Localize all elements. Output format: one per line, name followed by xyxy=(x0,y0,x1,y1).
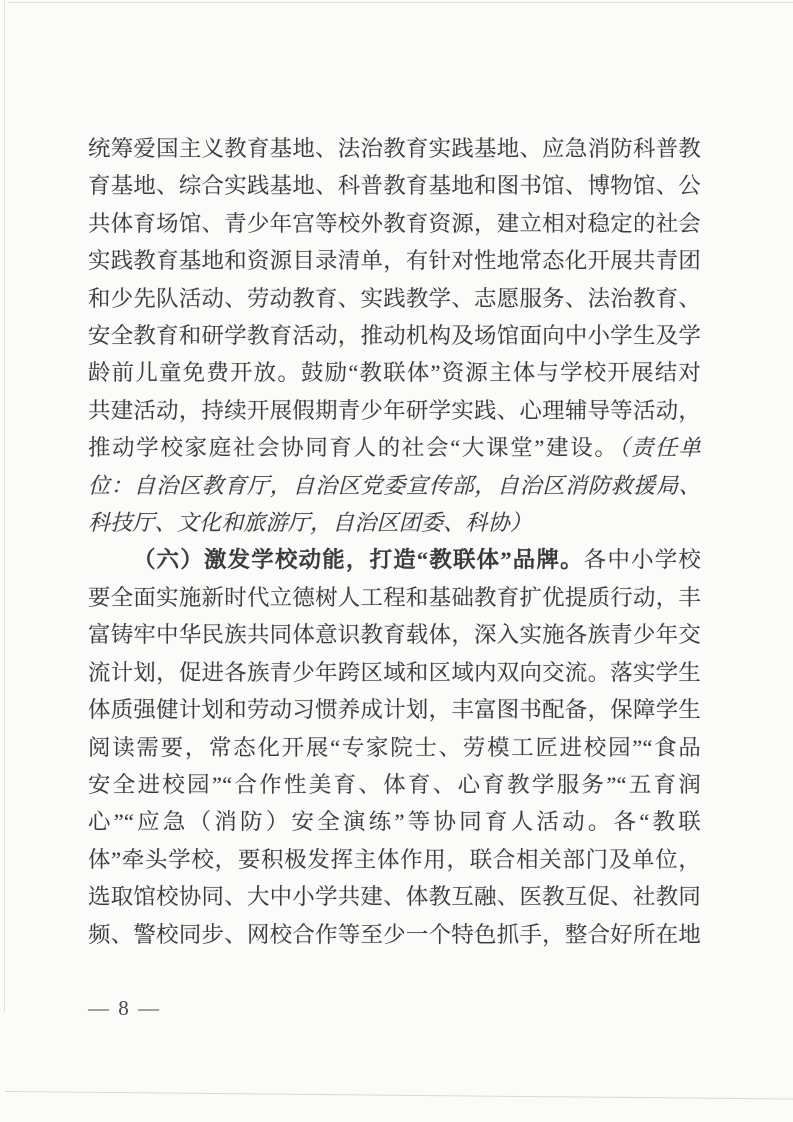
body-segment: 推动学校家庭社会协同育人的社会“大课堂”建设。 xyxy=(88,435,619,461)
page-number: — 8 — xyxy=(88,996,161,1020)
text-line: 选取馆校协同、大中小学共建、体教互融、医教互促、社教同 xyxy=(88,884,701,910)
text-line: 实践教育基地和资源目录清单，有针对性地常态化开展共青团 xyxy=(88,248,701,274)
text-line: 统筹爱国主义教育基地、法治教育实践基地、应急消防科普教 xyxy=(88,136,701,161)
text-line: 安全教育和研学教育活动，推动机构及场馆面向中小学生及学 xyxy=(88,323,701,349)
text-line: 富铸牢中华民族共同体意识教育载体，深入实施各族青少年交 xyxy=(88,622,701,648)
text-line: 流计划，促进各族青少年跨区域和区域内双向交流。落实学生 xyxy=(88,659,701,685)
responsibility-unit-text: （责任单 xyxy=(618,435,701,461)
scan-edge-top xyxy=(8,2,793,3)
text-line xyxy=(88,541,701,578)
text-line xyxy=(88,429,701,466)
body-segment: 各中小学校 xyxy=(583,547,702,573)
text-line: 频、警校同步、网校合作等至少一个特色抓手，整合好所在地 xyxy=(88,921,701,947)
text-line: 共体育场馆、青少年宫等校外教育资源，建立相对稳定的社会 xyxy=(88,210,701,236)
page-body-text xyxy=(88,130,701,953)
scan-edge-bottom xyxy=(5,1091,793,1100)
responsibility-unit-text: 科技厅、文化和旅游厅，自治区团委、科协） xyxy=(88,510,533,536)
text-line: 共建活动，持续开展假期青少年研学实践、心理辅导等活动， xyxy=(88,397,701,423)
text-line: 心”“应急（消防）安全演练”等协同育人活动。各“教联 xyxy=(88,809,701,835)
responsibility-unit-text: 位：自治区教育厅，自治区党委宣传部，自治区消防救援局、 xyxy=(88,472,701,498)
section-heading-text: （六）激发学校动能，打造“教联体”品牌。 xyxy=(133,547,584,573)
text-line: 体”牵头学校，要积极发挥主体作用，联合相关部门及单位， xyxy=(88,846,701,872)
text-line: 阅读需要，常态化开展“专家院士、劳模工匠进校园”“食品 xyxy=(88,734,701,760)
text-line: 龄前儿童免费开放。鼓励“教联体”资源主体与学校开展结对 xyxy=(88,360,701,386)
scan-edge-left xyxy=(4,0,5,1012)
text-line: 要全面实施新时代立德树人工程和基础教育扩优提质行动，丰 xyxy=(88,584,701,610)
text-line: 和少先队活动、劳动教育、实践教学、志愿服务、法治教育、 xyxy=(88,285,701,311)
text-line: 安全进校园”“合作性美育、体育、心育教学服务”“五育润 xyxy=(88,771,701,797)
text-line: 体质强健计划和劳动习惯养成计划，丰富图书配备，保障学生 xyxy=(88,697,701,723)
text-line: 育基地、综合实践基地、科普教育基地和图书馆、博物馆、公 xyxy=(88,173,701,199)
